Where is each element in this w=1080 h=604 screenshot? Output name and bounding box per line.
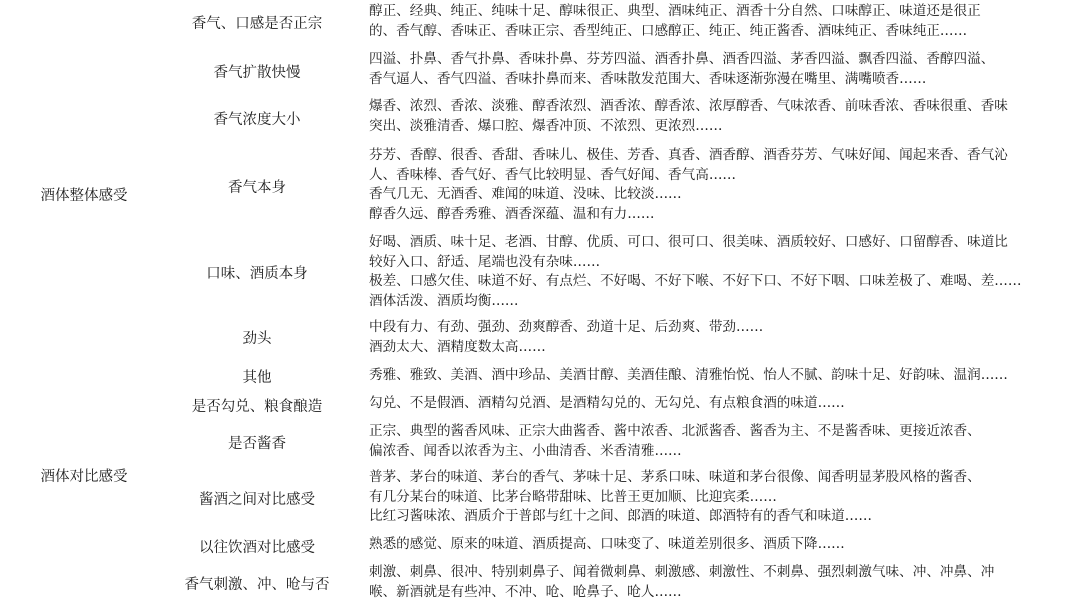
description-line: 秀雅、雅致、美酒、酒中珍品、美酒甘醇、美酒佳酿、清雅怡悦、怡人不腻、韵味十足、好韵味、温润……: [369, 367, 1008, 383]
description-line: 的、香气醇、香味正、香味正宗、香型纯正、口感醇正、纯正、纯正酱香、酒味纯正、香味纯正……: [369, 22, 968, 39]
description-line: 香气逼人、香气四溢、香味扑鼻而来、香味散发范围大、香味逐渐弥漫在嘴里、满嘴喷香……: [369, 70, 927, 87]
description-line: 爆香、浓烈、香浓、淡雅、醇香浓烈、酒香浓、醇香浓、浓厚醇香、气味浓香、前味香浓、香味很重、香味: [369, 98, 1008, 114]
description-line: 醇香久远、醇香秀雅、酒香深蕴、温和有力……: [369, 205, 655, 222]
subcategory-taste-quality: 口味、酒质本身: [206, 266, 308, 282]
description-line: 酒劲太大、酒精度数太高……: [369, 338, 546, 355]
description-line: 突出、淡雅清香、爆口腔、爆香冲顶、不浓烈、更浓烈……: [369, 117, 723, 134]
description-other: [369, 366, 1073, 386]
description-aroma-itself: [369, 146, 1073, 224]
description-line: 极差、口感欠佳、味道不好、有点烂、不好喝、不好下喉、不好下口、不好下咽、口味差极了、难喝、差……: [369, 273, 1022, 289]
description-line: 人、香味棒、香气好、香气比较明显、香气好闻、香气高……: [369, 166, 737, 183]
description-pungency: [369, 563, 1073, 602]
description-line: 正宗、典型的酱香风味、正宗大曲酱香、酱中浓香、北派酱香、酱香为主、不是酱香味、更接近浓香、: [369, 423, 981, 439]
subcategory-authenticity: 香气、口感是否正宗: [191, 16, 323, 32]
subcategory-aroma-spread: 香气扩散快慢: [213, 65, 301, 81]
description-past-comparison: [369, 535, 1073, 555]
description-line: 比红习酱味浓、酒质介于普郎与红十之间、郎酒的味道、郎酒特有的香气和味道……: [369, 508, 872, 524]
description-line: 好喝、酒质、味十足、老酒、甘醇、优质、可口、很可口、很美味、酒质较好、口感好、口留醇香、味道比: [369, 234, 1008, 250]
description-authenticity: [369, 2, 1073, 41]
description-sauce-aroma: [369, 422, 1073, 461]
subcategory-sauce-aroma: 是否酱香: [228, 436, 286, 452]
description-line: 香气几无、无酒香、难闻的味道、没味、比较淡……: [369, 186, 682, 202]
description-line: 喉、新酒就是有些冲、不冲、呛、呛鼻子、呛人……: [369, 583, 682, 600]
category-overall: 酒体整体感受: [40, 188, 128, 204]
description-strength: [369, 318, 1073, 357]
description-line: 醇正、经典、纯正、纯味十足、醇味很正、典型、酒味纯正、酒香十分自然、口味醇正、味道还是很正: [369, 3, 981, 19]
description-line: 偏浓香、闻香以浓香为主、小曲清香、米香清雅……: [369, 442, 682, 459]
description-line: 较好入口、舒适、尾端也没有杂味……: [369, 253, 601, 270]
subcategory-past-comparison: 以往饮酒对比感受: [199, 540, 315, 556]
description-aroma-intensity: [369, 97, 1073, 136]
subcategory-pungency: 香气刺激、冲、呛与否: [184, 577, 330, 593]
description-blending-grain: [369, 394, 1073, 414]
description-taste-quality: [369, 233, 1073, 311]
description-line: 有几分某台的味道、比茅台略带甜味、比普王更加顺、比迎宾柔……: [369, 488, 777, 505]
subcategory-aroma-intensity: 香气浓度大小: [213, 112, 301, 128]
subcategory-blending-grain: 是否勾兑、粮食酿造: [191, 399, 323, 415]
description-line: 普茅、茅台的味道、茅台的香气、茅味十足、茅系口味、味道和茅台很像、闻香明显茅股风格的酱香、: [369, 469, 981, 485]
description-line: 芬芳、香醇、很香、香甜、香味儿、极佳、芳香、真香、酒香醇、酒香芬芳、气味好闻、闻起来香、香气沁: [369, 147, 1008, 163]
subcategory-aroma-itself: 香气本身: [228, 180, 286, 196]
description-line: 刺激、刺鼻、很冲、特别刺鼻子、闻着微刺鼻、刺激感、刺激性、不刺鼻、强烈刺激气味、冲、冲鼻、冲: [369, 564, 995, 580]
description-line: 中段有力、有劲、强劲、劲爽醇香、劲道十足、后劲爽、带劲……: [369, 319, 764, 335]
subcategory-other: 其他: [242, 370, 272, 386]
description-line: 四溢、扑鼻、香气扑鼻、香味扑鼻、芬芳四溢、酒香扑鼻、酒香四溢、茅香四溢、飘香四溢、香醇四溢、: [369, 51, 995, 67]
category-comparison: 酒体对比感受: [40, 469, 128, 485]
description-line: 熟悉的感觉、原来的味道、酒质提高、口味变了、味道差别很多、酒质下降……: [369, 536, 845, 552]
description-sauce-comparison: [369, 468, 1073, 527]
subcategory-sauce-comparison: 酱酒之间对比感受: [199, 492, 315, 508]
description-aroma-spread: [369, 50, 1073, 89]
subcategory-strength: 劲头: [242, 331, 272, 347]
description-line: 勾兑、不是假酒、酒精勾兑酒、是酒精勾兑的、无勾兑、有点粮食酒的味道……: [369, 395, 845, 411]
description-line: 酒体活泼、酒质均衡……: [369, 292, 519, 309]
